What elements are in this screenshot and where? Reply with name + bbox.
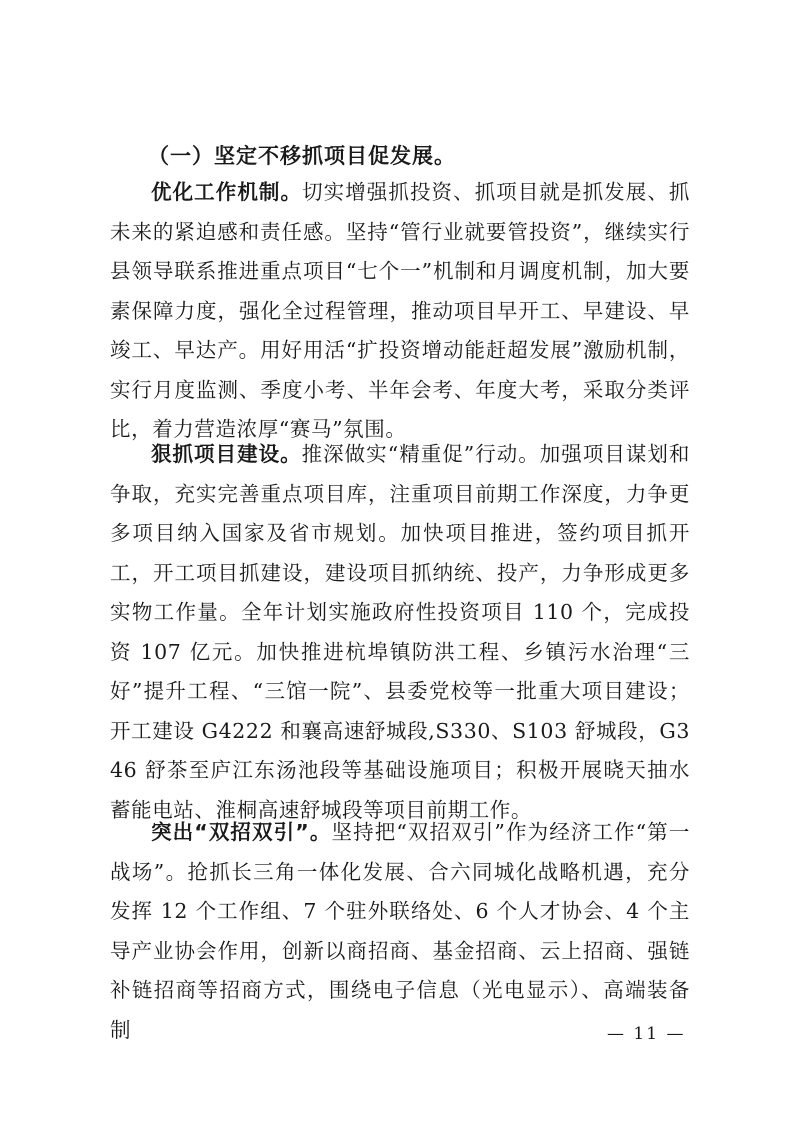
paragraph-lead: 突出“双招双引”。: [151, 820, 332, 844]
paragraph-lead: 优化工作机制。: [151, 180, 303, 204]
paragraph-body: 切实增强抓投资、抓项目就是抓发展、抓未来的紧迫感和责任感。坚持“管行业就要管投资”，继续实行县领导联系推进重点项目“七个一”机制和月调度机制，加大要素保障力度，强化全过程管理，推动项目早开工、早建设、早竣工、早达产。用好用活“扩投资增动能赶超发展”激励机制，实行月度监测、季度小考、半年会考、年度大考，采取分类评比，着力营造浓厚“赛马”氛围。: [110, 180, 690, 441]
paragraph-optimize-mechanism: [110, 173, 690, 450]
paragraph-lead: 狠抓项目建设。: [151, 442, 302, 466]
paragraph-body: 坚持把“双招双引”作为经济工作“第一战场”。抢抓长三角一体化发展、合六同城化战略机遇，充分发挥 12 个工作组、7 个驻外联络处、6 个人才协会、4 个主导产业协会作用，创新以商招商、基金招商、云上招商、强链补链招商等招商方式，围绕电子信息（光电显示）、高端装备制: [110, 820, 690, 1042]
page-number: — 11 —: [607, 1024, 686, 1044]
paragraph-project-construction: [110, 435, 690, 830]
paragraph-body: 推深做实“精重促”行动。加强项目谋划和争取，充实完善重点项目库，注重项目前期工作深度，力争更多项目纳入国家及省市规划。加快项目推进，签约项目抓开工，开工项目抓建设，建设项目抓纳统、投产，力争形成更多实物工作量。全年计划实施政府性投资项目 110 个，完成投资 107 亿元。加快推进杭埠镇防洪工程、乡镇污水治理“三好”提升工程、“三馆一院”、县委党校等一批重大项目建设；开工建设 G4222 和襄高速舒城段,S330、S103 舒城段，G346 舒茶至庐江东汤池段等基础设施项目；积极开展晓天抽水蓄能电站、淮桐高速舒城段等项目前期工作。: [110, 442, 690, 822]
section-heading: （一）坚定不移抓项目促发展。: [148, 144, 456, 168]
paragraph-investment-attraction: [110, 813, 690, 1050]
